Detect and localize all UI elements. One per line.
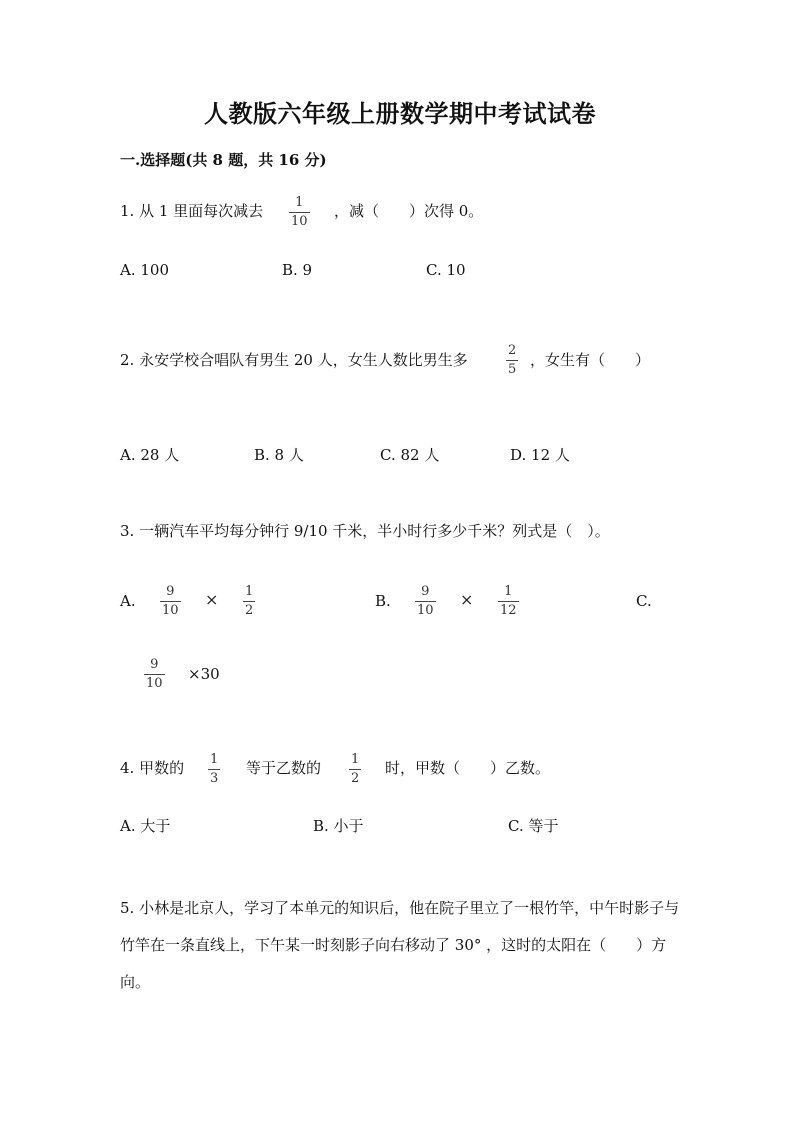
question-5-text: 5. 小林是北京人，学习了本单元的知识后，他在院子里立了一根竹竿，中午时影子与竹竿在一条直线上，下午某一时刻影子向右移动了 30° ，这时的太阳在（ ）方向。 bbox=[120, 899, 680, 991]
question-4-option-c: C. 等于 bbox=[508, 817, 559, 835]
question-3-option-b-label: B. bbox=[375, 592, 391, 610]
section-heading: 一.选择题(共 8 题，共 16 分) bbox=[120, 151, 327, 169]
question-4-fraction-2 bbox=[349, 753, 361, 786]
fraction-numerator: 1 bbox=[295, 195, 304, 210]
fraction-bar bbox=[208, 769, 220, 770]
fraction-denominator: 10 bbox=[162, 603, 179, 618]
question-3-option-b-fraction-2 bbox=[498, 585, 519, 618]
fraction-denominator: 2 bbox=[245, 603, 254, 618]
fraction-bar bbox=[349, 769, 361, 770]
question-3-option-c-tail: ×30 bbox=[188, 665, 220, 683]
question-1-option-c: C. 10 bbox=[426, 261, 466, 279]
fraction-numerator: 9 bbox=[166, 584, 175, 599]
fraction-numerator: 1 bbox=[351, 752, 360, 767]
fraction-denominator: 12 bbox=[500, 603, 517, 618]
question-1-option-a: A. 100 bbox=[120, 261, 169, 279]
question-4-text-before: 4. 甲数的 bbox=[120, 759, 185, 777]
fraction-denominator: 3 bbox=[210, 771, 219, 786]
fraction-bar bbox=[160, 601, 181, 602]
question-1-option-b: B. 9 bbox=[282, 261, 313, 279]
fraction-denominator: 10 bbox=[291, 214, 308, 229]
question-2-option-d: D. 12 人 bbox=[510, 446, 570, 464]
question-1-fraction bbox=[289, 196, 310, 229]
question-4-fraction-1 bbox=[208, 753, 220, 786]
fraction-bar bbox=[415, 601, 436, 602]
question-3-option-c-fraction bbox=[144, 658, 165, 691]
fraction-bar bbox=[289, 212, 310, 213]
fraction-numerator: 1 bbox=[504, 584, 513, 599]
fraction-numerator: 9 bbox=[150, 657, 159, 672]
fraction-denominator: 5 bbox=[508, 362, 517, 377]
question-3-option-a-label: A. bbox=[120, 592, 136, 610]
fraction-numerator: 2 bbox=[508, 343, 517, 358]
question-3-option-a-fraction-2 bbox=[243, 585, 255, 618]
question-4-option-a: A. 大于 bbox=[120, 817, 171, 835]
page-title: 人教版六年级上册数学期中考试试卷 bbox=[204, 99, 596, 128]
fraction-bar bbox=[243, 601, 255, 602]
question-2-fraction bbox=[506, 344, 518, 377]
question-3-option-a-fraction-1 bbox=[160, 585, 181, 618]
fraction-denominator: 2 bbox=[351, 771, 360, 786]
question-2-option-b: B. 8 人 bbox=[254, 446, 304, 464]
question-1-text-after: ，减（ ）次得 0。 bbox=[334, 202, 484, 220]
question-4-text-middle: 等于乙数的 bbox=[246, 759, 322, 777]
question-1-text-before: 1. 从 1 里面每次减去 bbox=[120, 202, 264, 220]
question-2-option-a: A. 28 人 bbox=[120, 446, 180, 464]
question-3-option-b-fraction-1 bbox=[415, 585, 436, 618]
question-4-text-after: 时，甲数（ ）乙数。 bbox=[385, 759, 551, 777]
question-4-option-b: B. 小于 bbox=[313, 817, 364, 835]
fraction-bar bbox=[498, 601, 519, 602]
fraction-denominator: 10 bbox=[417, 603, 434, 618]
fraction-numerator: 1 bbox=[245, 584, 254, 599]
fraction-bar bbox=[144, 674, 165, 675]
fraction-numerator: 9 bbox=[421, 584, 430, 599]
fraction-numerator: 1 bbox=[210, 752, 219, 767]
fraction-bar bbox=[506, 360, 518, 361]
question-2-option-c: C. 82 人 bbox=[380, 446, 440, 464]
question-2-text-after: ，女生有（ ） bbox=[530, 351, 651, 369]
question-3-option-a-times: × bbox=[205, 590, 219, 609]
question-3-option-c-label: C. bbox=[636, 592, 652, 610]
question-3-text: 3. 一辆汽车平均每分钟行 9/10 千米，半小时行多少千米？列式是（ ）。 bbox=[120, 522, 610, 540]
question-2-text-before: 2. 永安学校合唱队有男生 20 人，女生人数比男生多 bbox=[120, 351, 468, 369]
question-3-option-b-times: × bbox=[460, 590, 474, 609]
fraction-denominator: 10 bbox=[146, 676, 163, 691]
